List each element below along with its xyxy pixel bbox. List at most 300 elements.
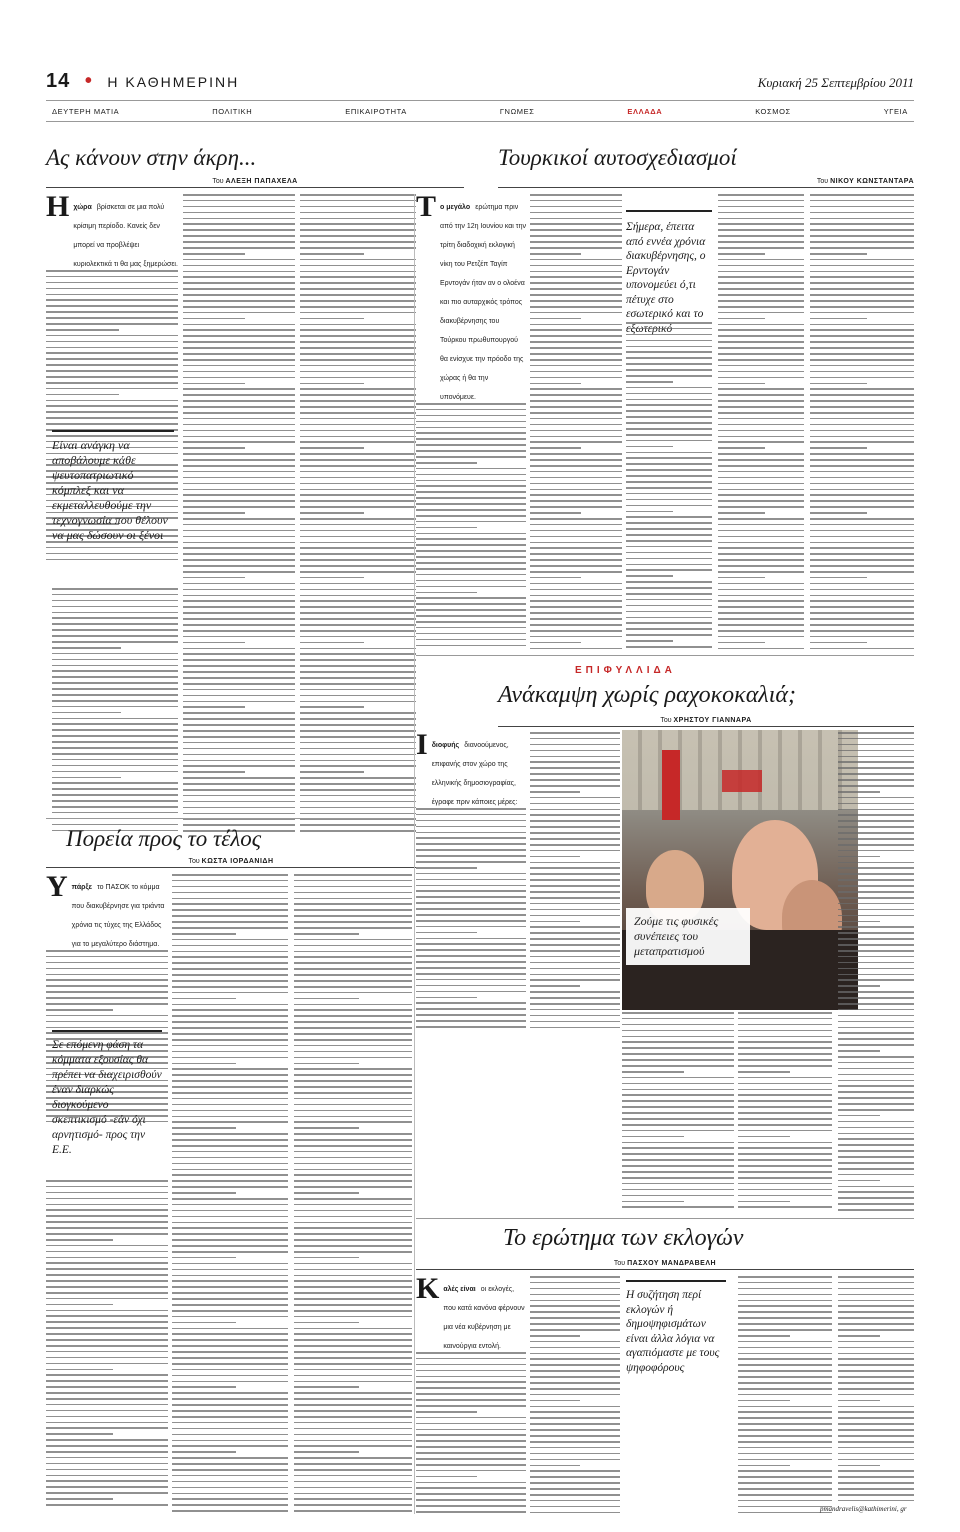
text-line bbox=[416, 627, 526, 629]
text-line bbox=[294, 1351, 412, 1353]
text-line bbox=[810, 418, 914, 420]
text-line bbox=[530, 891, 620, 893]
text-line bbox=[300, 494, 416, 496]
text-line bbox=[416, 1370, 526, 1372]
text-line bbox=[183, 677, 295, 679]
text-line bbox=[300, 200, 416, 202]
text-line bbox=[718, 471, 804, 473]
text-line bbox=[300, 771, 364, 773]
text-line bbox=[738, 1358, 832, 1360]
text-line bbox=[810, 265, 914, 267]
text-line bbox=[294, 1463, 412, 1465]
article-opening bbox=[416, 194, 526, 403]
text-line bbox=[294, 974, 412, 976]
text-line bbox=[530, 194, 622, 196]
text-line bbox=[416, 1423, 526, 1425]
lead-text: το ΠΑΣΟΚ το κόμμα που διακυβέρνησε για τριάντα χρόνια τις τύχες της Ελλάδος για το μεγαλύτερο διάστημα. bbox=[71, 884, 165, 948]
text-line bbox=[46, 370, 178, 372]
text-line bbox=[172, 939, 288, 941]
text-line bbox=[530, 359, 622, 361]
text-line bbox=[183, 276, 295, 278]
text-line bbox=[46, 1498, 113, 1500]
text-line bbox=[172, 945, 288, 947]
text-line bbox=[718, 583, 804, 585]
text-line bbox=[416, 450, 526, 452]
text-line bbox=[294, 874, 412, 876]
text-line bbox=[838, 873, 914, 875]
text-line bbox=[838, 897, 914, 899]
text-line bbox=[172, 1186, 288, 1188]
text-line bbox=[738, 1506, 832, 1508]
text-line bbox=[46, 382, 178, 384]
text-line bbox=[718, 648, 804, 649]
text-line bbox=[416, 468, 526, 470]
text-line bbox=[46, 985, 168, 987]
text-line bbox=[530, 418, 622, 420]
lead-text: οι εκλογές, που κατά κανόνα φέρνουν μια νέα κυβέρνηση με καινούργια εντολή. bbox=[443, 1286, 525, 1350]
text-line bbox=[294, 880, 412, 882]
text-line bbox=[294, 1074, 412, 1076]
text-line bbox=[838, 838, 914, 840]
text-line bbox=[183, 365, 295, 367]
text-line bbox=[416, 926, 526, 928]
text-line bbox=[294, 1233, 412, 1235]
text-line bbox=[530, 738, 620, 740]
text-line bbox=[810, 559, 914, 561]
text-line bbox=[416, 1452, 526, 1454]
text-line bbox=[294, 1510, 412, 1512]
text-line bbox=[738, 1059, 832, 1061]
text-line bbox=[718, 241, 804, 243]
text-line bbox=[183, 665, 295, 667]
dropcap: Η bbox=[46, 194, 70, 223]
text-line bbox=[183, 736, 295, 738]
text-line bbox=[838, 1453, 914, 1455]
text-line bbox=[416, 409, 526, 411]
text-line bbox=[300, 335, 416, 337]
text-line bbox=[172, 1410, 288, 1412]
lead-word: πάρξε bbox=[71, 884, 92, 891]
text-line bbox=[718, 265, 804, 267]
text-line bbox=[838, 915, 914, 917]
text-line bbox=[46, 1445, 168, 1447]
text-line bbox=[530, 436, 622, 438]
text-line bbox=[294, 1057, 412, 1059]
text-line bbox=[738, 1429, 832, 1431]
text-line bbox=[294, 892, 412, 894]
text-line bbox=[530, 1429, 620, 1431]
text-line bbox=[294, 980, 412, 982]
text-line bbox=[416, 1434, 526, 1436]
text-line bbox=[416, 879, 526, 881]
text-line bbox=[738, 1311, 832, 1313]
text-line bbox=[738, 1189, 832, 1191]
text-line bbox=[738, 1153, 832, 1155]
text-line bbox=[294, 968, 412, 970]
text-line bbox=[46, 974, 168, 976]
text-line bbox=[416, 485, 526, 487]
text-line bbox=[294, 1422, 412, 1424]
text-line bbox=[46, 1404, 168, 1406]
text-line bbox=[172, 1015, 288, 1017]
text-line bbox=[838, 1488, 914, 1490]
text-line bbox=[52, 788, 178, 790]
text-line bbox=[300, 235, 416, 237]
text-line bbox=[300, 612, 416, 614]
text-line bbox=[416, 509, 526, 511]
text-line bbox=[183, 583, 295, 585]
text-line bbox=[183, 518, 295, 520]
text-line bbox=[838, 1103, 914, 1105]
text-line bbox=[300, 477, 416, 479]
text-line bbox=[738, 1100, 832, 1102]
text-line bbox=[810, 483, 914, 485]
headline-poreia: Πορεία προς το τέλος bbox=[66, 826, 262, 851]
text-line bbox=[183, 259, 295, 261]
text-line bbox=[294, 1186, 412, 1188]
text-line bbox=[46, 1439, 168, 1441]
text-line bbox=[416, 832, 526, 834]
text-line bbox=[183, 765, 295, 767]
text-line bbox=[172, 1192, 236, 1194]
text-line bbox=[530, 223, 622, 225]
text-line bbox=[300, 218, 416, 220]
text-line bbox=[838, 779, 914, 781]
text-line bbox=[838, 1300, 914, 1302]
text-line bbox=[172, 1074, 288, 1076]
text-line bbox=[52, 682, 178, 684]
text-line bbox=[183, 648, 295, 650]
text-line bbox=[838, 1341, 914, 1343]
text-line bbox=[838, 1435, 914, 1437]
text-line bbox=[172, 1404, 288, 1406]
page-number: 14 bbox=[46, 70, 71, 92]
text-line bbox=[172, 1445, 288, 1447]
text-line bbox=[172, 1422, 288, 1424]
text-line bbox=[46, 950, 168, 952]
byline-akri bbox=[46, 178, 464, 188]
text-line bbox=[622, 1053, 734, 1055]
text-line bbox=[810, 359, 914, 361]
section-2[interactable]: ΠΟΛΙΤΙΚΗ bbox=[212, 106, 253, 116]
text-line bbox=[530, 1476, 620, 1478]
text-line bbox=[838, 1288, 914, 1290]
text-line bbox=[300, 489, 416, 491]
text-line bbox=[626, 446, 673, 448]
text-line bbox=[294, 1416, 412, 1418]
text-line bbox=[622, 1118, 734, 1120]
text-line bbox=[838, 1068, 914, 1070]
body-text bbox=[626, 322, 712, 649]
text-line bbox=[738, 1124, 832, 1126]
text-line bbox=[46, 1009, 113, 1011]
text-line bbox=[626, 475, 712, 477]
text-line bbox=[183, 253, 245, 255]
text-line bbox=[718, 353, 804, 355]
text-line bbox=[172, 1493, 288, 1495]
text-line bbox=[838, 1156, 914, 1158]
text-line bbox=[530, 412, 622, 414]
text-line bbox=[172, 1416, 288, 1418]
text-line bbox=[718, 212, 804, 214]
text-line bbox=[52, 612, 178, 614]
text-line bbox=[52, 635, 178, 637]
text-line bbox=[838, 744, 914, 746]
text-line bbox=[738, 1071, 790, 1073]
text-line bbox=[183, 542, 295, 544]
section-1[interactable]: ΔΕΥΤΕΡΗ ΜΑΤΙΑ bbox=[52, 106, 120, 116]
text-line bbox=[530, 1282, 620, 1284]
text-line bbox=[416, 1002, 526, 1004]
text-line bbox=[183, 748, 295, 750]
text-line bbox=[626, 381, 673, 383]
text-line bbox=[718, 365, 804, 367]
text-line bbox=[718, 388, 804, 390]
text-line bbox=[530, 1294, 620, 1296]
text-line bbox=[626, 410, 712, 412]
text-line bbox=[718, 318, 765, 320]
text-line bbox=[622, 1130, 734, 1132]
text-line bbox=[810, 306, 914, 308]
text-line bbox=[810, 489, 914, 491]
text-line bbox=[172, 921, 288, 923]
text-line bbox=[52, 812, 178, 814]
text-line bbox=[46, 1268, 168, 1270]
text-line bbox=[300, 677, 416, 679]
text-line bbox=[622, 1147, 734, 1149]
text-line bbox=[300, 813, 416, 815]
text-line bbox=[718, 589, 804, 591]
text-line bbox=[416, 867, 477, 869]
text-line bbox=[416, 544, 526, 546]
text-line bbox=[300, 459, 416, 461]
text-line bbox=[46, 1386, 168, 1388]
text-line bbox=[718, 612, 804, 614]
text-line bbox=[52, 741, 178, 743]
text-line bbox=[530, 400, 622, 402]
text-line bbox=[530, 1347, 620, 1349]
text-line bbox=[838, 1406, 914, 1408]
text-line bbox=[718, 394, 804, 396]
text-line bbox=[626, 457, 712, 459]
lead-word: αλές είναι bbox=[443, 1286, 476, 1293]
text-line bbox=[183, 724, 295, 726]
text-line bbox=[838, 1174, 914, 1176]
text-line bbox=[626, 422, 712, 424]
text-line bbox=[838, 844, 914, 846]
text-line bbox=[530, 506, 622, 508]
byline-prefix: Του bbox=[660, 717, 672, 724]
text-line bbox=[838, 1133, 914, 1135]
text-line bbox=[300, 512, 364, 514]
text-line bbox=[810, 194, 914, 196]
text-line bbox=[530, 477, 622, 479]
text-line bbox=[810, 394, 914, 396]
text-line bbox=[300, 659, 416, 661]
text-line bbox=[530, 271, 622, 273]
text-line bbox=[622, 1106, 734, 1108]
text-line bbox=[300, 453, 416, 455]
text-line bbox=[46, 1245, 168, 1247]
text-line bbox=[530, 797, 620, 799]
text-line bbox=[810, 436, 914, 438]
text-line bbox=[52, 600, 178, 602]
text-line bbox=[416, 1493, 526, 1495]
text-line bbox=[300, 754, 416, 756]
text-line bbox=[416, 920, 526, 922]
text-line bbox=[172, 1339, 288, 1341]
text-line bbox=[300, 223, 416, 225]
section-6[interactable]: ΚΟΣΜΟΣ bbox=[755, 106, 791, 116]
text-line bbox=[416, 837, 526, 839]
text-line bbox=[838, 1003, 914, 1005]
text-line bbox=[172, 1068, 288, 1070]
text-line bbox=[530, 867, 620, 869]
text-line bbox=[718, 553, 804, 555]
text-line bbox=[294, 1245, 412, 1247]
text-line bbox=[183, 512, 245, 514]
text-line bbox=[172, 1269, 288, 1271]
text-line bbox=[172, 1322, 236, 1324]
text-line bbox=[294, 1392, 412, 1394]
text-line bbox=[46, 1374, 168, 1376]
text-line bbox=[738, 1500, 832, 1502]
text-line bbox=[718, 194, 804, 196]
text-line bbox=[52, 653, 178, 655]
text-line bbox=[626, 434, 712, 436]
text-line bbox=[46, 376, 178, 378]
text-line bbox=[530, 950, 620, 952]
text-line bbox=[183, 235, 295, 237]
text-line bbox=[738, 1030, 832, 1032]
text-line bbox=[183, 754, 295, 756]
text-line bbox=[46, 1410, 168, 1412]
text-line bbox=[530, 577, 581, 579]
dropcap: Υ bbox=[46, 874, 68, 903]
text-line bbox=[718, 524, 804, 526]
text-line bbox=[294, 886, 412, 888]
text-line bbox=[183, 624, 295, 626]
text-line bbox=[738, 1388, 832, 1390]
text-line bbox=[294, 1310, 412, 1312]
text-line bbox=[294, 1263, 412, 1265]
text-line bbox=[46, 1363, 168, 1365]
column-tourk-1 bbox=[416, 194, 526, 649]
text-line bbox=[718, 259, 804, 261]
section-4[interactable]: ΓΝΩΜΕΣ bbox=[499, 106, 535, 116]
text-line bbox=[626, 463, 712, 465]
text-line bbox=[838, 1138, 914, 1140]
text-line bbox=[416, 480, 526, 482]
text-line bbox=[172, 1386, 236, 1388]
text-line bbox=[300, 506, 416, 508]
text-line bbox=[530, 1441, 620, 1443]
text-line bbox=[718, 600, 804, 602]
text-line bbox=[183, 353, 295, 355]
text-line bbox=[838, 1144, 914, 1146]
text-line bbox=[172, 1463, 288, 1465]
text-line bbox=[46, 1416, 168, 1418]
text-line bbox=[718, 477, 804, 479]
text-line bbox=[172, 1481, 288, 1483]
text-line bbox=[294, 1145, 412, 1147]
text-line bbox=[738, 1329, 832, 1331]
text-line bbox=[416, 1482, 526, 1484]
text-line bbox=[738, 1136, 790, 1138]
text-line bbox=[416, 491, 526, 493]
text-line bbox=[416, 432, 526, 434]
text-line bbox=[300, 665, 416, 667]
text-line bbox=[530, 897, 620, 899]
text-line bbox=[294, 1063, 359, 1065]
lead-word: χώρα bbox=[73, 204, 92, 211]
text-line bbox=[738, 1347, 832, 1349]
column-anakampsi-3 bbox=[622, 1012, 734, 1212]
text-line bbox=[46, 1451, 168, 1453]
text-line bbox=[46, 311, 178, 313]
section-5[interactable]: ΕΛΛΑΔΑ bbox=[627, 106, 663, 116]
text-line bbox=[416, 645, 526, 647]
newspaper-name: Η ΚΑΘΗΜΕΡΙΝΗ bbox=[107, 74, 240, 90]
text-line bbox=[294, 1386, 359, 1388]
text-line bbox=[838, 1347, 914, 1349]
text-line bbox=[300, 424, 416, 426]
text-line bbox=[300, 347, 416, 349]
text-line bbox=[300, 365, 416, 367]
text-line bbox=[294, 1504, 412, 1506]
text-line bbox=[810, 223, 914, 225]
text-line bbox=[300, 807, 416, 809]
text-line bbox=[626, 628, 712, 630]
text-line bbox=[626, 357, 712, 359]
text-line bbox=[738, 1288, 832, 1290]
kicker-epifyllida: ΕΠΙΦΥΛΛΙΔΑ bbox=[575, 665, 676, 676]
column-tourk-5 bbox=[810, 194, 914, 649]
text-line bbox=[810, 547, 914, 549]
text-line bbox=[810, 371, 914, 373]
text-line bbox=[172, 1245, 288, 1247]
text-line bbox=[416, 1399, 526, 1401]
text-line bbox=[46, 1239, 113, 1241]
text-line bbox=[810, 365, 914, 367]
text-line bbox=[810, 318, 867, 320]
column-divider bbox=[414, 194, 415, 1514]
text-line bbox=[183, 730, 295, 732]
text-line bbox=[183, 506, 295, 508]
text-line bbox=[622, 1171, 734, 1173]
text-line bbox=[810, 383, 867, 385]
text-line bbox=[46, 341, 178, 343]
text-line bbox=[46, 1327, 168, 1329]
text-line bbox=[626, 322, 712, 324]
text-line bbox=[810, 341, 914, 343]
text-line bbox=[172, 1116, 288, 1118]
text-line bbox=[738, 1276, 832, 1278]
text-line bbox=[300, 206, 416, 208]
text-line bbox=[183, 206, 295, 208]
text-line bbox=[183, 789, 295, 791]
section-7[interactable]: ΥΓΕΙΑ bbox=[883, 106, 908, 116]
text-line bbox=[718, 465, 804, 467]
text-line bbox=[738, 1065, 832, 1067]
section-3[interactable]: ΕΠΙΚΑΙΡΟΤΗΤΑ bbox=[345, 106, 407, 116]
text-line bbox=[183, 371, 295, 373]
text-line bbox=[300, 524, 416, 526]
column-tourk-3 bbox=[626, 322, 712, 649]
text-line bbox=[183, 777, 295, 779]
text-line bbox=[172, 1316, 288, 1318]
text-line bbox=[416, 932, 477, 934]
